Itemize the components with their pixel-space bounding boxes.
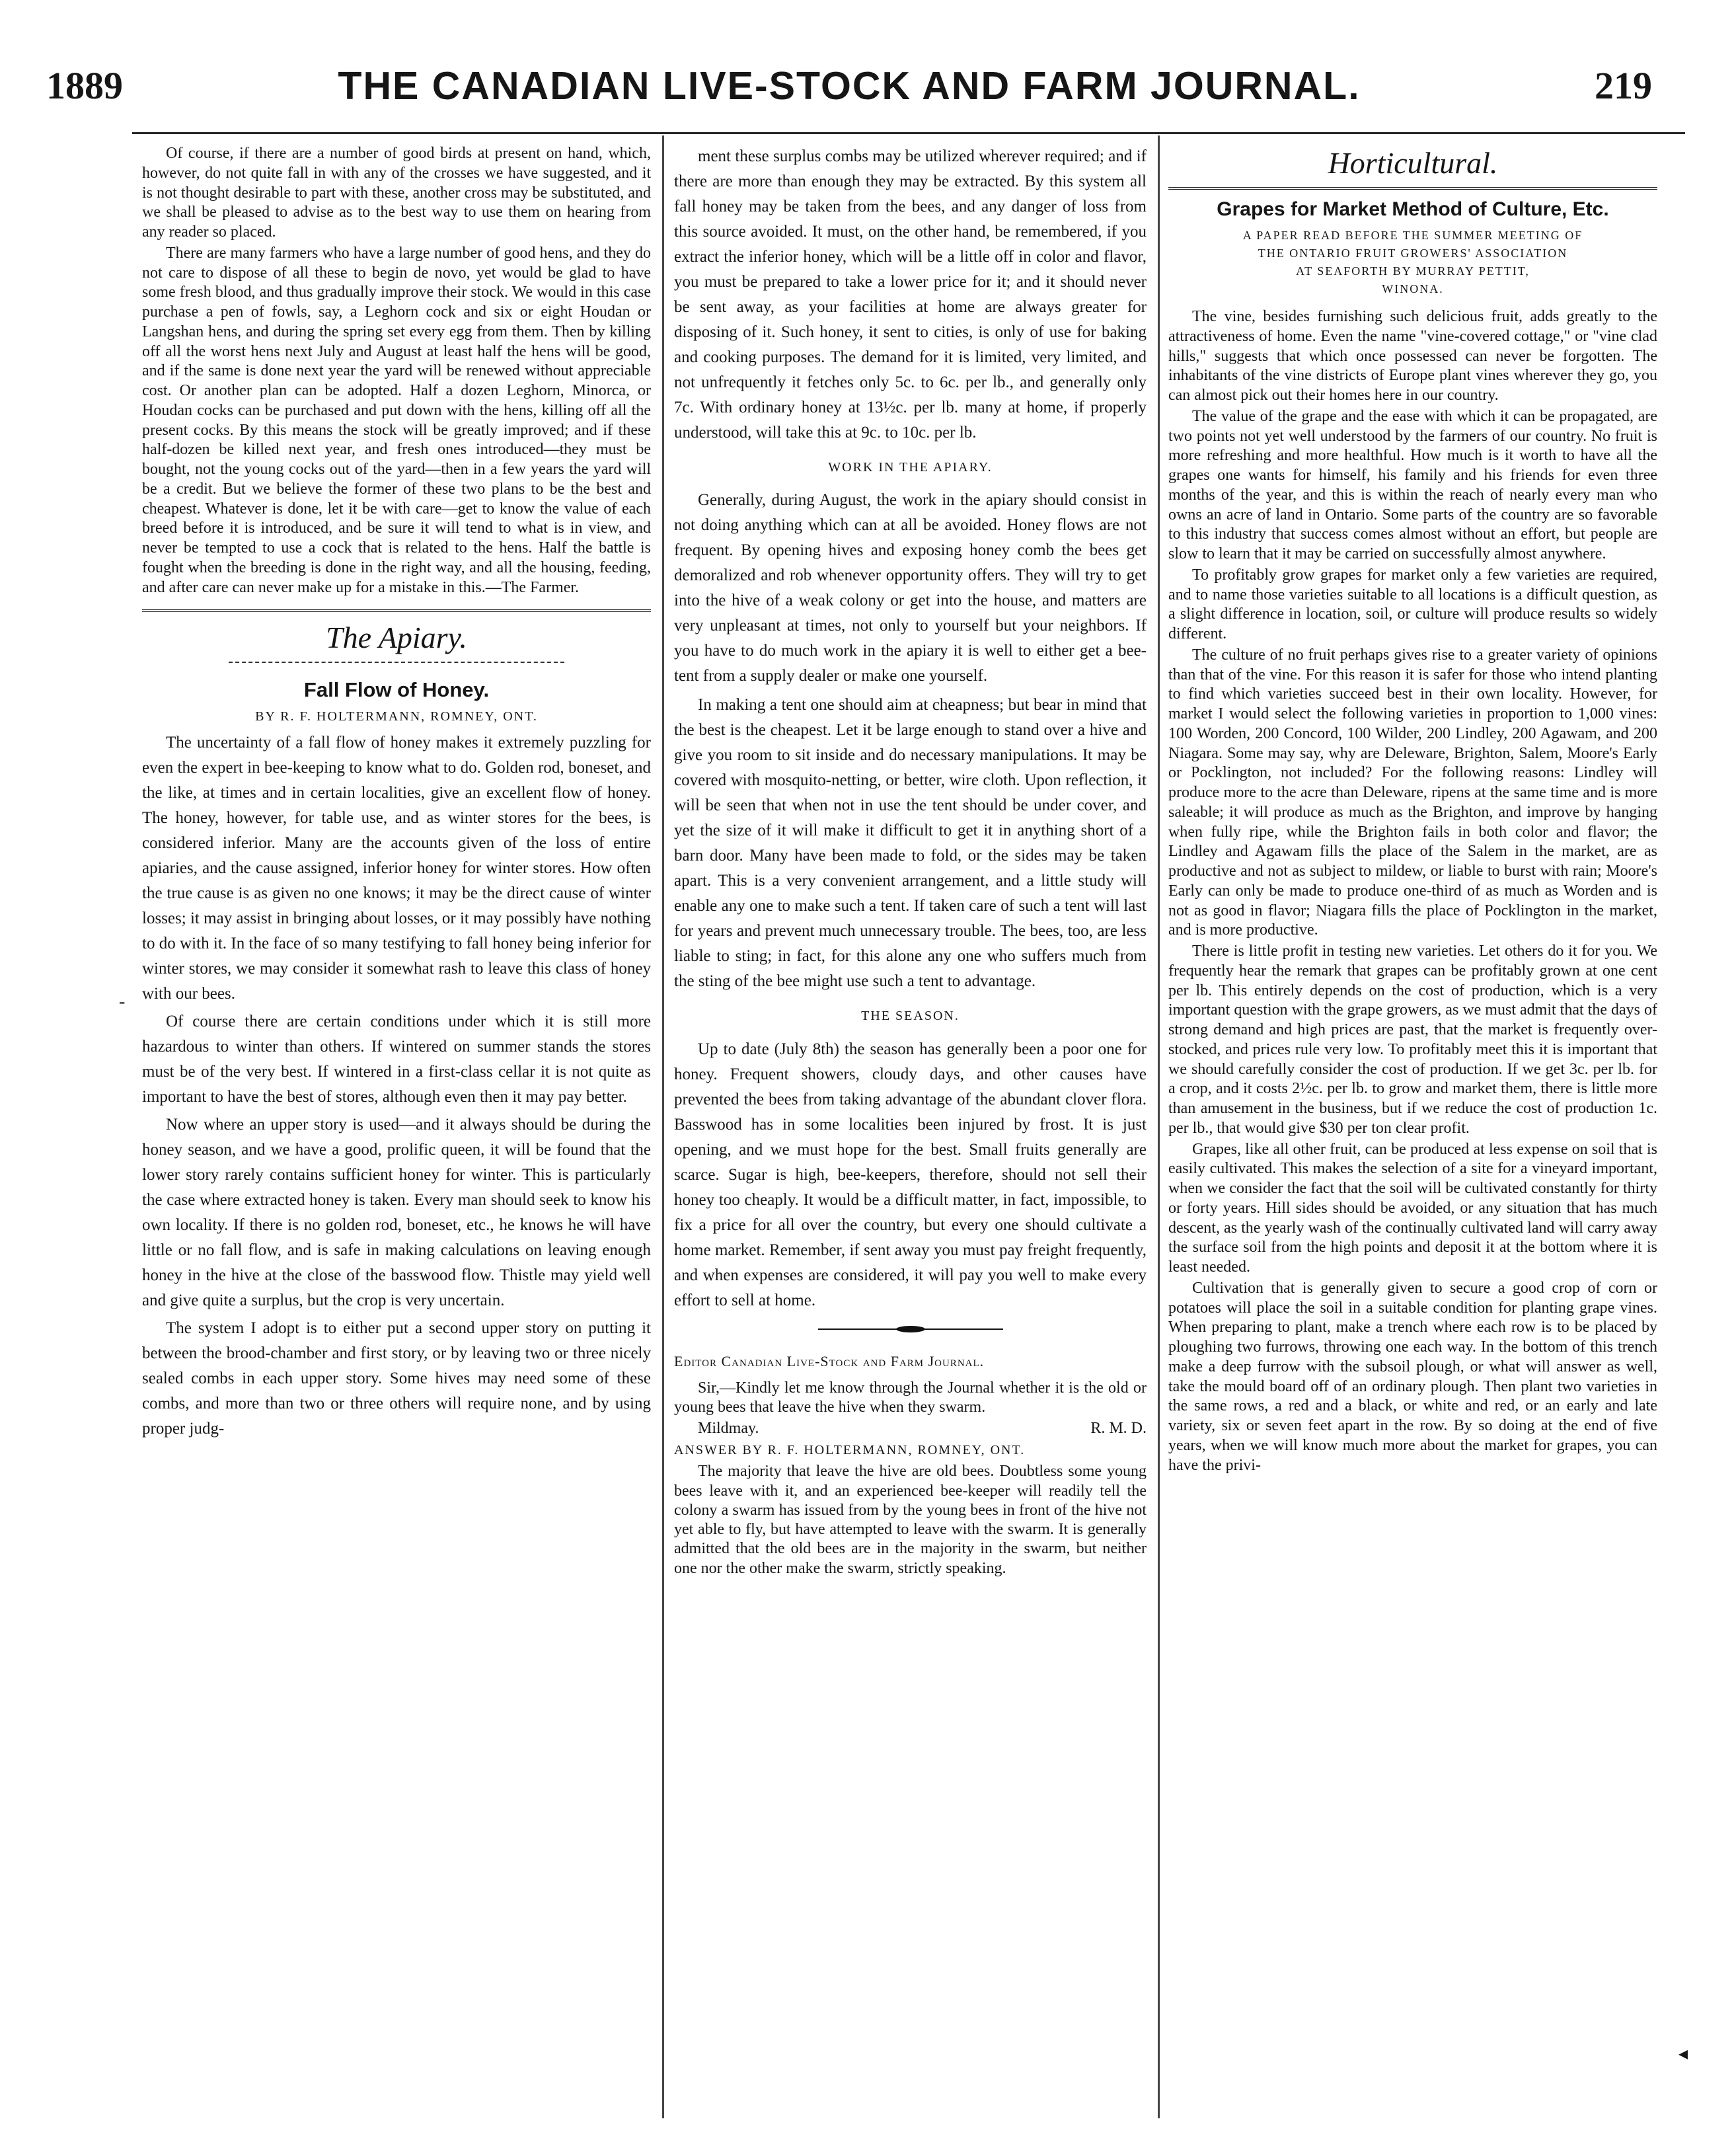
- article-paragraph: The uncertainty of a fall flow of honey makes it extremely puzzling for even the expert in bee-keeping to know what to do. Golden rod, boneset, and the like, at times and in certain localities, give an excellent flow of honey. The honey, however, for table use, and as winter stores for the bees, is considered inferior. Many are the accounts given of the loss of entire apiaries, and the cause assigned, inferior honey for winter stores. How often the true cause is as given no one knows; it may be the direct cause of winter losses; it may assist in bringing about losses, or it may possibly have nothing to do with it. In the face of so many testifying to fall honey being inferior for winter stores, we may consider it somewhat rash to leave this class of honey with our bees.: [142, 733, 651, 1003]
- article-paragraph: Now where an upper story is used—and it always should be during the honey season, and we have a good, prolific queen, it will be found that the lower story rarely contains sufficient honey for winter. This is particularly the case where extracted honey is taken. Every man should seek to know his own locality. If there is no golden rod, boneset, etc., he knows he will have little or no fall flow, and is safe in making calculations on leaving enough honey in the hive at the close of the basswood flow. Thistle may yield well and give quite a surplus, but the crop is very uncertain.: [142, 1115, 651, 1309]
- poultry-paragraph: Of course, if there are a number of good birds at present on hand, which, however, do not quite fall in with any of the crosses we have suggested, and it is not thought desirable to part with these, another cross may be substituted, and we shall be pleased to advise as to the best way to use them on hearing from any reader so placed.: [142, 145, 651, 241]
- article-byline: BY R. F. HOLTERMANN, ROMNEY, ONT.: [255, 709, 538, 724]
- article-paragraph: The vine, besides furnishing such delicious fruit, adds greatly to the attractiveness of home. Even the name "vine-covered cottage," or "vine clad hills," suggests that which once possessed can never be forgotten. The inhabitants of the vine districts of Europe plant vines wherever they go, you can almost pick out their homes here in our country.: [1168, 308, 1657, 404]
- byline-line: A PAPER READ BEFORE THE SUMMER MEETING OF: [1242, 229, 1583, 243]
- byline-line: AT SEAFORTH BY MURRAY PETTIT,: [1296, 264, 1530, 278]
- column-3: [1168, 144, 1657, 1477]
- letter-heading: Editor Canadian Live-Stock and Farm Journal.: [674, 1352, 985, 1369]
- section-rule: [142, 609, 651, 612]
- letter-text: Sir,—Kindly let me know through the Journal whether it is the old or young bees that leave the hive when they swarm.: [674, 1379, 1147, 1416]
- byline-line: THE ONTARIO FRUIT GROWERS' ASSOCIATION: [1258, 247, 1568, 260]
- margin-mark: -: [119, 991, 126, 1012]
- journal-title: THE CANADIAN LIVE-STOCK AND FARM JOURNAL.: [338, 64, 1361, 108]
- section-title-apiary: The Apiary.: [326, 621, 467, 655]
- article-paragraph: In making a tent one should aim at cheapness; but bear in mind that the best is the cheapest. Let it be large enough to stand over a hive and give you room to sit inside and do necessary manipulations. It may be covered with mosquito-netting, or better, wire cloth. Upon reflection, it will be seen that when not in use the tent should be under cover, and yet the size of it will make it difficult to get it in anything short of a barn door. Many have been made to fold, or the sides may be taken apart. This is a very convenient arrangement, and a little study will enable any one to make such a tent. If taken care of such a tent will last for years and prevent much unnecessary trouble. The bees, too, are less liable to sting; in fact, for this alone any one who suffers much from the sting of the bee might use such a tent to advantage.: [674, 696, 1147, 991]
- article-paragraph: The value of the grape and the ease with which it can be propagated, are two points not yet well understood by the farmers of our country. No fruit is more refreshing and more healthful. How much is it worth to have all the grapes one wants for himself, his family and his friends for even three months of the year, and this is within the reach of nearly every man who owns an acre of land in Ontario. Some parts of the country are so favorable to this industry that success comes almost without an effort, but people are slow to learn that it may be carried on successfully almost anywhere.: [1168, 407, 1657, 563]
- article-paragraph: Up to date (July 8th) the season has generally been a poor one for honey. Frequent showers, cloudy days, and other causes have prevented the bees from taking advantage of the abundant clover flora. Basswood has in some localities been injured by frost. It is just opening, and we must hope for the best. Small fruits generally are scarce. Sugar is high, bee-keepers, therefore, should not sell their honey too cheaply. It would be a difficult matter, in fact, impossible, to fix a price for all over the country, but every one should cultivate a home market. Remember, if sent away you must pay freight frequently, and when expenses are considered, it will pay you well to make every effort to sell at home.: [674, 1040, 1147, 1309]
- article-paragraph: The system I adopt is to either put a second upper story on putting it between the brood-chamber and first story, or by leaving two or three nicely sealed combs in each upper story. Some hives may need some of these combs, and more than two or three others will require none, and by using proper judg-: [142, 1319, 651, 1438]
- section-title-horticultural: Horticultural.: [1328, 146, 1498, 180]
- article-title: Fall Flow of Honey.: [303, 678, 490, 702]
- page-header: [46, 63, 1652, 123]
- letter-block: [674, 1379, 1147, 1578]
- article-paragraph: Grapes, like all other fruit, can be produced at less expense on soil that is easily cultivated. This makes the selection of a site for a vineyard important, when we consider the fact that the soil will be cultivated constantly for thirty or forty years. Hill sides should be avoided, or any situation that has much descent, as the yearly wash of the continually cultivated land will carry away the surface soil from the high points and deposit it at the bottom where it is least needed.: [1168, 1140, 1657, 1276]
- section-divider: [229, 662, 564, 663]
- article-byline: [1168, 227, 1657, 298]
- article-paragraph: Of course there are certain conditions under which it is still more hazardous to winter than others. If wintered on summer stands the stores must be of the very best. If wintered in a first-class cellar it is not quite as important to have the best of stores, although even then it may pay better.: [142, 1012, 651, 1106]
- subhead-the-season: THE SEASON.: [861, 1009, 960, 1024]
- letter-signature-row: [674, 1419, 1147, 1438]
- header-rule: [132, 132, 1685, 134]
- article-paragraph: Generally, during August, the work in the apiary should consist in not doing anything which can at all be avoided. Honey flows are not frequent. By opening hives and exposing honey comb the bees get demoralized and rob whenever opportunity offers. They will try to get into the hive of a weak colony or get into the house, and matters are very unpleasant at times, not only to yourself but your neighbors. If you have to do much work in the apiary it is well to either get a bee-tent from a supply dealer or make one yourself.: [674, 491, 1147, 685]
- letter-place: Mildmay.: [698, 1419, 759, 1437]
- margin-arrow: ◂: [1678, 2044, 1688, 2064]
- article-paragraph: There is little profit in testing new varieties. Let others do it for you. We frequently hear the remark that grapes can be profitably grown at one cent per lb. This entirely depends on the cost of production, which is a very important question with the grape growers, as we must admit that the days of strong demand and high prices are past, that the market is frequently over-stocked, and prices rule very low. To profitably meet this it is important that we should carefully consider the cost of production. If we get 3c. per lb. for a crop, and it costs 2½c. per lb. to grow and market them, there is little more than amusement in the business, but if we reduce the cost of production 1c. per lb., that would give $30 per ton clear profit.: [1168, 943, 1657, 1137]
- article-paragraph: To profitably grow grapes for market only a few varieties are required, and to name those varieties suitable to all locations is a difficult question, as a slight difference in location, soil, or culture will produce results so widely different.: [1168, 566, 1657, 643]
- article-title: Grapes for Market Method of Culture, Etc.: [1217, 198, 1609, 221]
- ornamental-divider: [818, 1324, 1003, 1334]
- column-1: [142, 144, 651, 1444]
- column-rule-2: [1158, 135, 1160, 2118]
- column-2: [674, 144, 1147, 1580]
- letter-signature: R. M. D.: [1090, 1419, 1147, 1437]
- header-year: 1889: [46, 64, 123, 107]
- column-rule-1: [662, 135, 664, 2118]
- article-paragraph: The culture of no fruit perhaps gives rise to a greater variety of opinions than that of the vine. For this reason it is safer for those who intend planting to find which varieties succeed best in their own locality. However, for market I would select the following varieties in proportion to 1,000 vines: 100 Worden, 200 Concord, 100 Wilder, 200 Lindley, 200 Agawam, and 200 Niagara. Some may say, why are Deleware, Brighton, Salem, Moore's Early or Pocklington, not included? For the following reasons: Lindley will produce more to the acre than Deleware, ripens at the same time and is more saleable; it will produce as much as the Brighton, and improve by hanging when fully ripe, while the Brighton fails in both color and flavor; the Lindley and Agawam fills the place of the Salem in the market, are as productive and not as subject to mildew, or liable to burst with rain; Moore's Early can only be made to produce one-third of as much as Worden and is not as good in flavor; Niagara fills the place of Pocklington in the market, and is more productive.: [1168, 646, 1657, 939]
- answer-heading: ANSWER BY R. F. HOLTERMANN, ROMNEY, ONT.: [674, 1443, 1026, 1458]
- article-body: [142, 730, 651, 1442]
- byline-line: WINONA.: [1382, 282, 1444, 296]
- article-paragraph: ment these surplus combs may be utilized wherever required; and if there are more than enough they may be extracted. By this system all fall honey may be taken from the bees, and any danger of loss from this source avoided. It must, on the other hand, be remembered, if you extract the inferior honey, which will be a little off in color and flavor, you must be prepared to take a lower price for it; and it should never be sent away, as your facilities at home are always greater for disposing of it. Such honey, it sent to cities, is only of use for baking and cooking purposes. The demand for it is limited, very limited, and not unfrequently it fetches only 5c. to 6c. per lb., and generally only 7c. With ordinary honey at 13½c. per lb. many at home, if properly understood, will take this at 9c. to 10c. per lb.: [674, 147, 1147, 442]
- answer-text: The majority that leave the hive are old bees. Doubtless some young bees leave with it, and an experienced bee-keeper will readily tell the colony a swarm has issued from by the young bees in front of the hive not yet able to fly, but have attempted to leave with the swarm. It is generally admitted that the old bees are in the majority in the swarm, but neither one nor the other make the swarm, strictly speaking.: [674, 1463, 1147, 1577]
- page-number: 219: [1595, 64, 1652, 107]
- subhead-work-in-apiary: WORK IN THE APIARY.: [828, 460, 993, 475]
- article-paragraph: Cultivation that is generally given to secure a good crop of corn or potatoes will place the soil in a suitable condition for planting grape vines. When preparing to plant, make a trench where each row is to be placed by ploughing two furrows, throwing one each way. In the bottom of this trench make a deep furrow with the subsoil plough, or what will answer as well, take the mould board off of an ordinary plough. Then plant two varieties in the same rows, a red and a black, or white and red, or an early and late variety, six or seven feet apart in the row. By so doing at the end of five years, when we will know much more about the market for grapes, you can have the privi-: [1168, 1279, 1657, 1474]
- section-rule: [1168, 187, 1657, 190]
- poultry-paragraph: There are many farmers who have a large number of good hens, and they do not care to dispose of all these to begin de novo, yet would be glad to have some fresh blood, and thus gradually improve their stock. We would in this case purchase a pen of fowls, say, a Leghorn cock and six or eight Houdan or Langshan hens, and during the spring set every egg from them. Then by killing off all the worst hens next July and August at least half the hens will be good, and if the same is done next year the yard will be renewed without appreciable cost. Or another plan can be adopted. Half a dozen Leghorn, Minorca, or Houdan cocks can be purchased and put down with the hens, killing off all the present cocks. By this means the stock will be greatly improved; and if these half-dozen be killed next year, and fresh ones introduced—they must be bought, not the young cocks out of the yard—then in a few years the yard will be a credit. But we believe the former of these two plans to be the best and cheapest. Whatever is done, let it be with care—get to know the value of each breed before it is introduced, and be sure it will tend to what is in view, and never be tempted to use a cock that is related to the hens. Half the battle is fought when the breeding is done in the right way, and all the housing, feeding, and after care can never make up for a mistake in this.—The Farmer.: [142, 244, 651, 596]
